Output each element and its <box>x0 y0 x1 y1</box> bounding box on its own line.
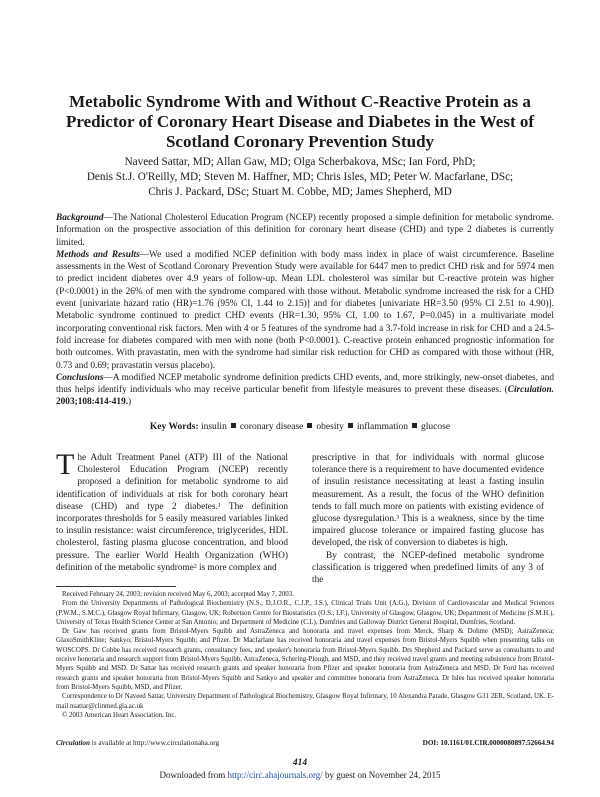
body-column-left <box>56 448 288 574</box>
journal-availability <box>56 739 219 747</box>
keyword: glucose <box>421 422 451 432</box>
affiliations: From the University Departments of Pathological Biochemistry (N.S., D.J.O.R., C.J.P., J.S.), Clinical Trials Unit (A.G.), Division of Cardiovascular and Medical Sciences (P.W.M., S.M.C.), Glasgow Royal Infirmary, Glasgow, UK; Robertson Centre for Biostatistics (O.S., I.F.), University of Glasgow, Glasgow, UK; Department of Medicine (S.M.H.), University of Texas Health Science Center at San Antonio; and Department of Medicine (C.I.), Dumfries and Galloway District General Hospital, Dumfries, Scotland. <box>56 600 554 626</box>
conclusions-text: —A modified NCEP metabolic syndrome definition predicts CHD events, and, more strikingly, new-onset diabetes, and thus helps identify individuals who may receive particular benefit from lifestyle measures to prevent these diseases. ( <box>56 372 554 396</box>
citation-journal: Circulation. <box>507 385 554 396</box>
copyright: © 2003 American Heart Association, Inc. <box>62 711 177 719</box>
bullet-square-icon <box>307 423 312 428</box>
journal-line <box>56 739 554 747</box>
disclosures: Dr Gaw has received grants from Bristol-Myers Squibb and AstraZeneca and honoraria and travel expenses from Merck, Sharp & Dohme (MSD); AstraZeneca; GlaxoSmithKline; Sankyo; Bristol-Myers Squibb; and Pfizer. Dr Macfarlane has received honoraria and travel expenses from Bristol-Myers Squibb when presenting talks on WOSCOPS. Dr Cobbe has received research grants, consultancy fees, and speaker's honoraria from Bristol-Myers Squibb. Drs Shepherd and Packard serve as consultants to and receive honoraria and research support from Bristol-Myers Squibb, AstraZeneca, Schering-Plough, and MSD, and they received travel grants and meeting subsistence from Bristol-Myers Squibb and MSD. Dr Sattar has received research grants and speaker honoraria from Pfizer and speaker honoraria from AstraZeneca and MSD. Dr Ford has received research grants and speaker honoraria from Bristol-Myers Squibb and Sankyo and speaker and committee honoraria from AstraZeneca. Dr Isles has received speaker honoraria from Bristol-Myers Squibb, MSD, and Pfizer. <box>56 628 554 691</box>
author-line: Naveed Sattar, MD; Allan Gaw, MD; Olga Scherbakova, MSc; Ian Ford, PhD; <box>124 156 476 168</box>
methods-text: —We used a modified NCEP definition with body mass index in place of waist circumference. Baseline assessments in the West of Scotland Coronary Prevention Study were available for 6447 men to predict CHD risk and for 5974 men to predict incident diabetes over 4.9 years of follow-up. Mean LDL cholesterol was similar but C-reactive protein was higher (P<0.0001) in the 26% of men with the syndrome compared with those without. Metabolic syndrome increased the risk for a CHD event [univariate hazard ratio (HR)=1.76 (95% CI, 1.44 to 2.15)] and for diabetes [univariate HR=3.50 (95% CI 2.51 to 4.90)]. Metabolic syndrome continued to predict CHD events (HR=1.30, 95% CI, 1.00 to 1.67, P=0.045) in a multivariate model incorporating conventional risk factors. Men with 4 or 5 features of the syndrome had a 3.7-fold increase in risk for CHD and a 24.5-fold increase for diabetes compared with men with none (both P<0.0001). C-reactive protein enhanced prognostic information for both outcomes. With pravastatin, men with the syndrome had similar risk reduction for CHD as compared with those without (HR, 0.73 and 0.69; pravastatin versus placebo). <box>56 249 554 371</box>
author-list <box>40 155 560 200</box>
download-suffix: by guest on November 24, 2015 <box>322 770 441 780</box>
background-label: Background <box>56 213 104 223</box>
background-text: —The National Cholesterol Education Program (NCEP) recently proposed a simple definition for metabolic syndrome. Information on the prospective association of this definition for coronary heart disease (CHD) and type 2 diabetes is currently limited. <box>56 213 554 248</box>
keyword: coronary disease <box>239 422 304 432</box>
body-text: he Adult Treatment Panel (ATP) III of the National Cholesterol Education Program (NCEP) recently proposed a definition for metabolic syndrome to aid identification of individuals at risk for both coronary heart disease (CHD) and type 2 diabetes.¹ The definition incorporates thresholds for 5 easily measured variables linked to insulin resistance: waist circumference, triglycerides, HDL cholesterol, fasting plasma glucose concentration, and blood pressure. The earlier World Health Organization (WHO) definition of the metabolic syndrome² is more complex and <box>56 453 288 573</box>
citation-close: ) <box>128 397 132 408</box>
footnotes <box>56 590 554 720</box>
page-number: 414 <box>292 758 308 768</box>
bullet-square-icon <box>231 423 236 428</box>
author-line: Chris J. Packard, DSc; Stuart M. Cobbe, MD; James Shepherd, MD <box>148 186 452 198</box>
abstract-methods <box>56 249 554 372</box>
keyword: insulin <box>200 422 227 432</box>
body-column-right <box>312 452 544 586</box>
drop-cap: T <box>56 448 75 481</box>
received-dates: Received February 24, 2003; revision received May 6, 2003; accepted May 7, 2003. <box>62 591 294 598</box>
abstract <box>56 212 554 409</box>
keyword: inflammation <box>356 422 409 432</box>
keywords <box>40 422 560 432</box>
conclusions-label: Conclusions <box>56 372 104 383</box>
download-prefix: Downloaded from <box>159 770 228 780</box>
author-line: Denis St.J. O'Reilly, MD; Steven M. Haffner, MD; Chris Isles, MD; Peter W. Macfarlane, DSc; <box>86 171 514 183</box>
article-title: Metabolic Syndrome With and Without C-Reactive Protein as a Predictor of Coronary Heart Disease and Diabetes in the West of Scotland Coronary Prevention Study <box>65 92 535 151</box>
abstract-background <box>56 212 554 249</box>
journal-name: Circulation <box>56 739 90 747</box>
journal-url-text: is available at http://www.circulationaha.org <box>89 739 220 747</box>
abstract-conclusions <box>56 372 554 409</box>
bullet-square-icon <box>412 423 417 428</box>
footnote-divider <box>56 586 176 587</box>
download-notice <box>0 770 600 780</box>
bullet-square-icon <box>348 423 353 428</box>
keyword: obesity <box>316 422 344 432</box>
doi: DOI: 10.1161/01.CIR.0000080897.52664.94 <box>422 739 554 747</box>
body-paragraph <box>56 448 288 574</box>
methods-label: Methods and Results <box>56 249 140 260</box>
citation-ref: 2003;108:414-419. <box>56 397 129 408</box>
download-link[interactable]: http://circ.ahajournals.org/ <box>227 770 323 780</box>
body-paragraph: By contrast, the NCEP-defined metabolic syndrome classification is triggered when predefined limits of any 3 of the <box>312 550 544 586</box>
body-paragraph: prescriptive in that for individuals with normal glucose tolerance there is a requirement to have documented evidence of insulin resistance necessitating at least a fasting insulin measurement. As a result, the focus of the WHO definition tends to fall much more on patients with existing evidence of glucose dysregulation.³ This is a weakness, since by the time impaired glucose tolerance or impaired fasting glucose has developed, the risk of conversion to diabetes is high. <box>312 453 544 549</box>
correspondence: Correspondence to Dr Naveed Sattar, University Department of Pathological Biochemistry, Glasgow Royal Infirmary, 10 Alexandra Parade, Glasgow G31 2ER, Scotland, UK. E-mail nsattar@clinmed.gla.ac.uk <box>56 693 554 710</box>
keywords-label: Key Words: <box>149 422 199 432</box>
